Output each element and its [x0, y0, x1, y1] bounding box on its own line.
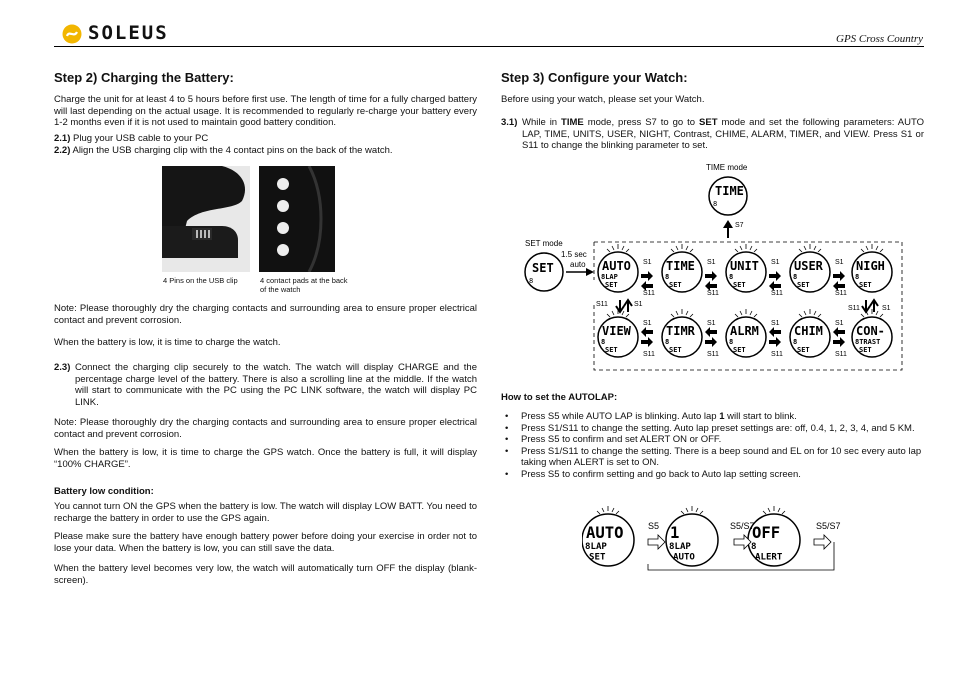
header-divider	[54, 46, 924, 47]
set-screen-nigh	[852, 244, 892, 292]
caption-usb-clip: 4 Pins on the USB clip	[163, 276, 238, 285]
watch-screen-bot: SET	[859, 281, 872, 289]
arrow-right-icon	[641, 337, 653, 347]
watch-screen-mid: 8	[665, 338, 670, 346]
svg-text:S11: S11	[596, 301, 608, 308]
arrow-right-icon	[641, 271, 653, 281]
watch-screen-mid: 8	[729, 273, 734, 281]
watch-screen-top: VIEW	[602, 324, 631, 338]
brand-wordmark: SOLEUS	[88, 22, 169, 44]
note-dry-contacts-1: Note: Please thoroughly dry the charging contacts and surrounding area to ensure proper electrical contact and prevent corrosion.	[54, 303, 477, 326]
watch-screen-bot: SET	[733, 346, 746, 354]
svg-text:S5: S5	[648, 521, 660, 531]
svg-text:S1: S1	[643, 259, 652, 266]
note-dry-contacts-2: Note: Please thoroughly dry the charging contacts and surrounding area to ensure proper electrical contact and prevent corrosion.	[54, 417, 477, 440]
autolap-steps	[501, 411, 924, 481]
watch-screen-mid: 8	[793, 273, 798, 281]
watch-set-mode	[525, 253, 563, 291]
watch-screen-bot: SET	[605, 346, 618, 354]
usb-clip-photo	[162, 166, 250, 272]
watch-screen-top: 1	[670, 524, 680, 542]
set-screen-time	[662, 244, 702, 292]
label-time-mode: TIME mode	[706, 163, 748, 172]
label-s7: S7	[735, 222, 744, 229]
watch-screen-mid: 8LAP	[669, 542, 691, 553]
set-screen-timr	[662, 309, 702, 357]
watch-screen-bot: SET	[797, 346, 810, 354]
arrow-left-icon	[705, 327, 717, 337]
watch-screen-bot: SET	[589, 552, 606, 563]
set-mode-flow-diagram	[520, 160, 922, 372]
autolap-step-3: • Press S5 to confirm and set ALERT ON or OFF.	[501, 434, 924, 446]
set-screen-user	[790, 244, 830, 292]
watch-screen-mid: 8	[793, 338, 798, 346]
svg-text:S1: S1	[707, 320, 716, 327]
label-auto: auto	[570, 260, 586, 269]
watch-screen-bot: SET	[669, 281, 682, 289]
arrow-right-icon	[705, 271, 717, 281]
watch-back-photo	[259, 166, 335, 272]
label-1-5-sec: 1.5 sec	[561, 250, 587, 259]
watch-screen-mid: 8LAP	[601, 273, 618, 281]
battery-low-text-1: When the battery is low, it is time to charge the watch.	[54, 337, 281, 348]
svg-text:S11: S11	[835, 351, 847, 358]
autolap-step-2: • Press S1/S11 to change the setting. Auto lap preset settings are: off, 0.4, 1, 2, 3, 4, and 5 KM.	[501, 423, 924, 435]
watch-screen-top: UNIT	[730, 259, 759, 273]
document-title: GPS Cross Country	[836, 33, 923, 45]
set-screen-con	[852, 309, 892, 357]
step-2-2: 2.2) Align the USB charging clip with the 4 contact pins on the back of the watch.	[54, 145, 393, 156]
arrow-right-icon	[833, 337, 845, 347]
arrow-left-icon	[769, 327, 781, 337]
charging-intro: Charge the unit for at least 4 to 5 hours before first use. The length of time for a fully charged battery will last depending on the actual usage. It is recommended to regularly re-charge your battery every 1-2 months even if it is not used to maintain good battery condition.	[54, 94, 477, 129]
arrow-down-icon	[616, 300, 624, 312]
watch-screen-mid: 8	[729, 338, 734, 346]
section-title-configure: Step 3) Configure your Watch:	[501, 70, 688, 85]
watch-screen-bot: SET	[669, 346, 682, 354]
watch-screen-top: USER	[794, 259, 823, 273]
soleus-logo-icon	[62, 24, 82, 44]
watch-screen-mid: 8	[665, 273, 670, 281]
arrow-left-icon	[833, 327, 845, 337]
watch-screen-bot: SET	[733, 281, 746, 289]
arrow-left-icon	[641, 327, 653, 337]
watch-screen-top: ALRM	[730, 324, 759, 338]
watch-screen-top: NIGH	[856, 259, 885, 273]
svg-text:S1: S1	[643, 320, 652, 327]
autolap-title: How to set the AUTOLAP:	[501, 392, 618, 403]
arrow-up-icon	[624, 300, 632, 312]
watch-screen-top: CON-	[856, 324, 885, 338]
svg-text:S11: S11	[707, 351, 719, 358]
watch-screen-top: TIMR	[666, 324, 695, 338]
configure-intro: Before using your watch, please set your Watch.	[501, 94, 705, 105]
arrow-right-icon	[769, 337, 781, 347]
step-3-1: 3.1) While in TIME mode, press S7 to go to SET mode and set the following parameters: AUTO LAP, TIME, UNITS, USER, NIGHT, Contrast, CHIME, ALARM, TIMER, and VIEW. Press S1 or S11 to change the blinking parameter to set.	[501, 117, 924, 152]
watch-screen-top: TIME	[666, 259, 695, 273]
watch-time-text: TIME	[715, 184, 744, 198]
autolap-step-1: • Press S5 while AUTO LAP is blinking. Auto lap 1 will start to blink.	[501, 411, 924, 423]
svg-text:S1: S1	[707, 259, 716, 266]
section-title-charging: Step 2) Charging the Battery:	[54, 70, 234, 85]
watch-screen-bot: AUTO	[673, 552, 695, 563]
autolap-screen-3	[748, 506, 800, 566]
set-screen-auto	[598, 244, 638, 292]
set-row-1	[598, 244, 892, 297]
svg-text:SET: SET	[532, 261, 554, 275]
battery-low-text-5: When the battery level becomes very low, the watch will automatically turn OFF the display (blank-screen).	[54, 563, 477, 586]
set-row-2	[596, 300, 892, 358]
svg-text:S1: S1	[835, 320, 844, 327]
autolap-step-4: • Press S1/S11 to change the setting. There is a beep sound and EL on for 10 sec every auto lap taking when ALERT is set to ON.	[501, 446, 924, 469]
watch-screen-bot: SET	[859, 346, 872, 354]
step-2-1: 2.1) Plug your USB cable to your PC	[54, 133, 209, 144]
svg-text:S11: S11	[835, 290, 847, 297]
autolap-step-5: • Press S5 to confirm setting and go back to Auto lap setting screen.	[501, 469, 924, 481]
watch-time-mode	[709, 177, 747, 215]
step-2-3: 2.3) Connect the charging clip securely to the watch. The watch will display CHARGE and the percentage charge level of the battery. There is also a scrolling line at the middle. If the watch will start to communicate with the PC using the PC LINK software, the watch will display PC LINK.	[54, 362, 477, 408]
arrow-right-icon	[833, 271, 845, 281]
autolap-screen-1	[582, 506, 634, 566]
arrow-up-icon	[870, 300, 878, 312]
set-screen-unit	[726, 244, 766, 292]
watch-screen-bot: SET	[797, 281, 810, 289]
svg-text:S5/S7: S5/S7	[816, 521, 841, 531]
svg-text:8: 8	[713, 200, 718, 208]
watch-screen-top: AUTO	[586, 524, 624, 542]
label-set-mode: SET mode	[525, 239, 563, 248]
caption-contact-pads: 4 contact pads at the back of the watch	[260, 276, 348, 294]
battery-low-text-2: When the battery is low, it is time to charge the GPS watch. Once the battery is full, it will display “100% CHARGE”.	[54, 447, 477, 470]
watch-screen-top: OFF	[752, 524, 781, 542]
watch-screen-mid: 8	[855, 273, 860, 281]
battery-low-text-4: Please make sure the battery have enough battery power before doing your exercise in order not to lose your data. When the battery is low, you can still save the data.	[54, 531, 477, 554]
svg-text:S1: S1	[835, 259, 844, 266]
svg-text:S11: S11	[771, 290, 783, 297]
svg-text:S1: S1	[771, 259, 780, 266]
watch-screen-bot: SET	[605, 281, 618, 289]
svg-text:S11: S11	[707, 290, 719, 297]
watch-screen-bot: ALERT	[755, 552, 783, 563]
svg-text:S11: S11	[643, 290, 655, 297]
svg-text:S11: S11	[643, 351, 655, 358]
watch-screen-top: CHIM	[794, 324, 823, 338]
watch-screen-mid: 8TRAST	[855, 338, 881, 346]
arrow-right-icon	[769, 271, 781, 281]
arrow-right-icon	[705, 337, 717, 347]
autolap-screen-2	[666, 506, 718, 566]
set-screen-view	[598, 309, 638, 357]
svg-text:S1: S1	[634, 301, 643, 308]
svg-text:S1: S1	[771, 320, 780, 327]
watch-screen-top: AUTO	[602, 259, 631, 273]
arrow-to-autolap	[586, 268, 594, 276]
svg-text:S1: S1	[882, 305, 891, 312]
watch-screen-mid: 8	[601, 338, 606, 346]
svg-text:S11: S11	[771, 351, 783, 358]
set-screen-alrm	[726, 309, 766, 357]
hollow-arrow-icon	[648, 535, 665, 549]
set-screen-chim	[790, 309, 830, 357]
autolap-flow-diagram	[582, 504, 854, 576]
battery-low-title: Battery low condition:	[54, 486, 154, 497]
svg-text:S5/S7: S5/S7	[730, 521, 755, 531]
svg-text:S11: S11	[848, 305, 860, 312]
battery-low-text-3: You cannot turn ON the GPS when the battery is low. The watch will display LOW BATT. You need to recharge the battery in order to use the GPS again.	[54, 501, 477, 524]
svg-text:8: 8	[529, 277, 534, 285]
hollow-arrow-icon	[814, 535, 831, 549]
arrow-down-icon	[862, 300, 870, 312]
watch-screen-mid: 8LAP	[585, 542, 607, 553]
watch-screen-mid: 8	[751, 542, 757, 553]
